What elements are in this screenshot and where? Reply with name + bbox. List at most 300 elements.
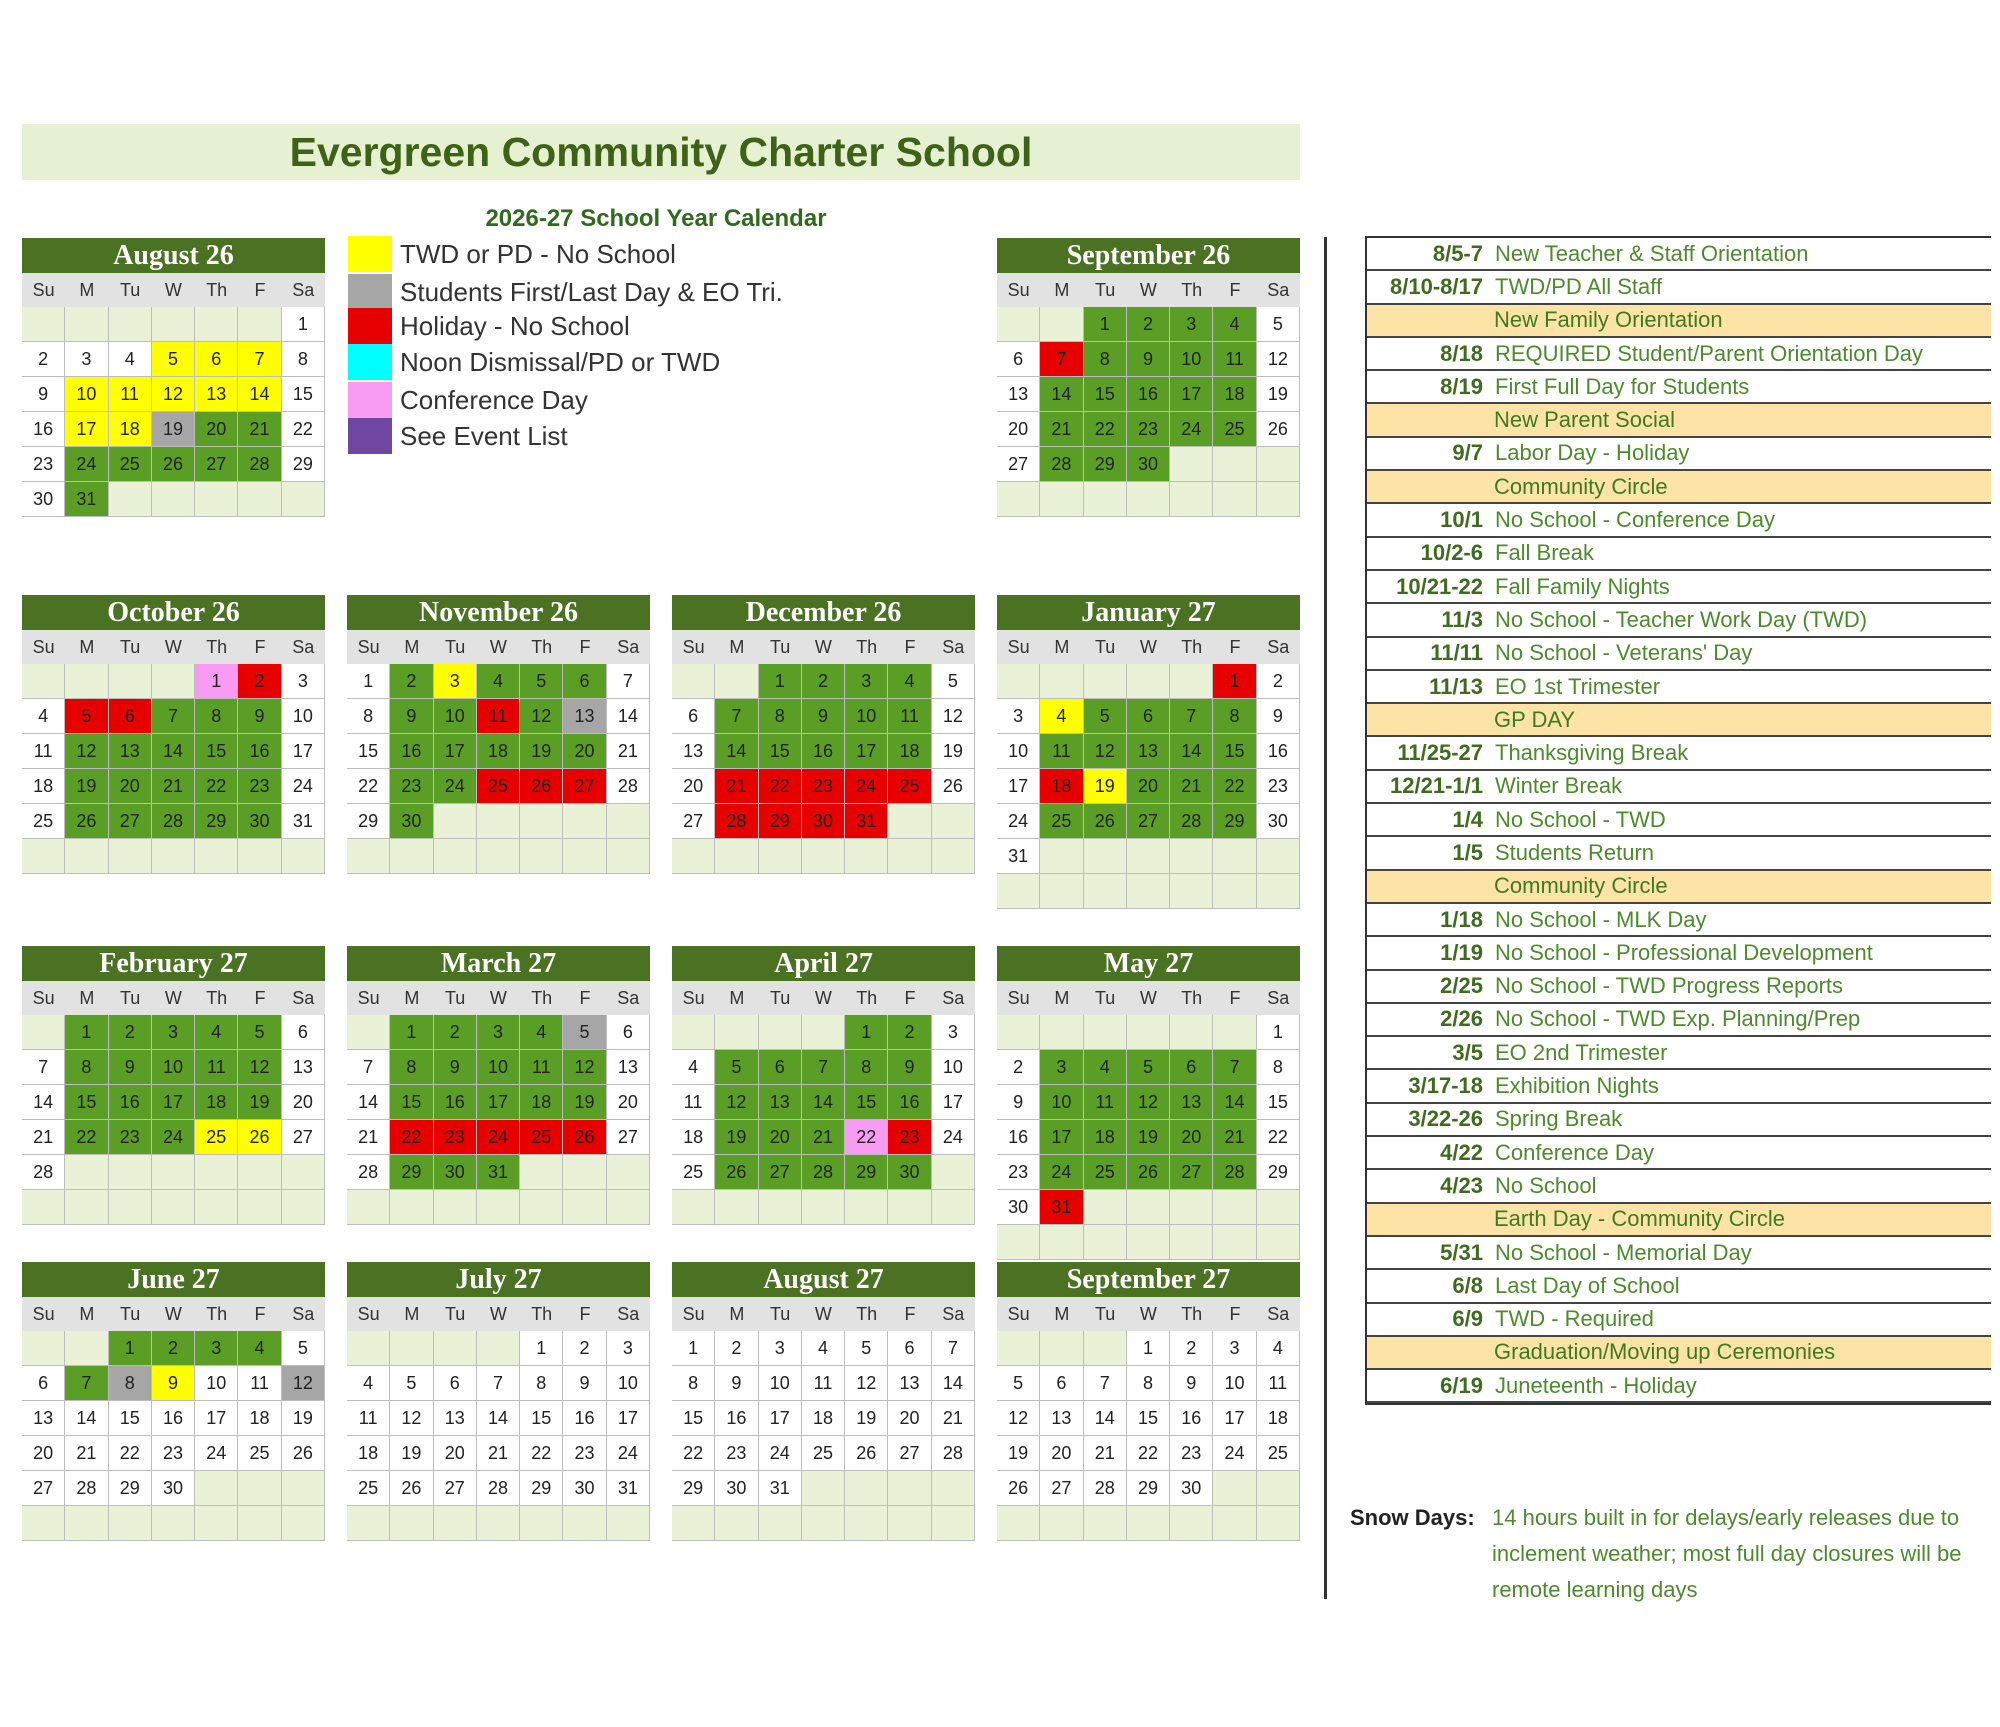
empty-cell [845, 1506, 888, 1541]
day-cell: 16 [1127, 377, 1170, 412]
day-cell: 3 [1040, 1050, 1083, 1085]
weekday-label: Sa [1267, 988, 1290, 1008]
day-cell: 25 [1257, 1436, 1300, 1471]
day-cell: 9 [1170, 1366, 1213, 1401]
day-cell: 9 [802, 699, 845, 734]
day-cell: 19 [238, 1085, 281, 1120]
empty-cell [238, 307, 281, 342]
month-january-27 [997, 595, 1300, 909]
day-cell: 18 [238, 1401, 281, 1436]
empty-cell [1040, 874, 1083, 909]
weekday-label: Th [856, 1304, 878, 1324]
day-cell: 1 [1257, 1015, 1300, 1050]
event-row [1367, 371, 1991, 404]
empty-cell [477, 1331, 520, 1366]
day-cell: 27 [1170, 1155, 1213, 1190]
empty-cell [152, 307, 195, 342]
event-date: 9/7 [1452, 440, 1483, 466]
empty-cell [390, 1331, 433, 1366]
empty-cell [1040, 482, 1083, 517]
day-cell: 7 [802, 1050, 845, 1085]
empty-cell [1127, 1506, 1170, 1541]
day-cell: 18 [888, 734, 931, 769]
day-cell: 13 [563, 699, 606, 734]
day-cell: 19 [845, 1401, 888, 1436]
day-cell: 3 [434, 664, 477, 699]
day-cell: 16 [563, 1401, 606, 1436]
empty-cell [22, 1190, 65, 1225]
event-date: 1/4 [1452, 806, 1483, 832]
day-cell: 29 [1127, 1471, 1170, 1506]
empty-cell [1170, 1190, 1213, 1225]
day-cell: 9 [888, 1050, 931, 1085]
empty-cell [1040, 1331, 1083, 1366]
event-text: Students Return [1495, 839, 1654, 865]
day-cell: 27 [759, 1155, 802, 1190]
weekday-label: F [1229, 1304, 1241, 1324]
day-cell: 8 [195, 699, 238, 734]
event-row [1367, 1070, 1991, 1103]
event-row [1367, 1237, 1991, 1270]
empty-cell [607, 804, 650, 839]
day-cell: 12 [997, 1401, 1040, 1436]
weekday-label: F [579, 1304, 591, 1324]
day-grid [22, 664, 325, 874]
day-cell: 20 [434, 1436, 477, 1471]
event-text: Exhibition Nights [1495, 1073, 1659, 1099]
weekday-label: Sa [942, 988, 965, 1008]
legend-swatch [348, 236, 392, 272]
day-cell: 23 [390, 769, 433, 804]
day-cell: 13 [1040, 1401, 1083, 1436]
weekday-label: F [579, 988, 591, 1008]
empty-cell [477, 804, 520, 839]
day-cell: 30 [238, 804, 281, 839]
day-cell: 13 [22, 1401, 65, 1436]
weekday-label: M [79, 637, 95, 657]
day-cell: 5 [282, 1331, 325, 1366]
event-text: No School - Conference Day [1495, 507, 1776, 533]
day-cell: 10 [759, 1366, 802, 1401]
empty-cell [109, 1190, 152, 1225]
day-cell: 26 [563, 1120, 606, 1155]
event-text: First Full Day for Students [1495, 373, 1750, 399]
empty-cell [1084, 839, 1127, 874]
weekday-label: Sa [942, 637, 965, 657]
calendar-title: 2026-27 School Year Calendar [485, 205, 827, 232]
day-cell: 26 [65, 804, 108, 839]
day-cell: 14 [715, 734, 758, 769]
weekday-label: F [1229, 637, 1241, 657]
day-grid [22, 307, 325, 517]
day-cell: 24 [477, 1120, 520, 1155]
day-cell: 26 [845, 1436, 888, 1471]
empty-cell [1040, 1506, 1083, 1541]
empty-cell [802, 839, 845, 874]
day-cell: 17 [845, 734, 888, 769]
day-cell: 19 [932, 734, 975, 769]
empty-cell [1257, 1506, 1300, 1541]
event-text: GP DAY [1494, 706, 1576, 732]
day-cell: 14 [152, 734, 195, 769]
day-cell: 6 [1127, 699, 1170, 734]
empty-cell [390, 1506, 433, 1541]
day-cell: 19 [1084, 769, 1127, 804]
empty-cell [1040, 839, 1083, 874]
event-row [1367, 1337, 1991, 1370]
empty-cell [109, 1506, 152, 1541]
empty-cell [1127, 874, 1170, 909]
day-cell: 7 [1040, 342, 1083, 377]
day-cell: 12 [932, 699, 975, 734]
day-cell: 24 [195, 1436, 238, 1471]
event-date: 6/8 [1452, 1272, 1483, 1298]
day-cell: 10 [1170, 342, 1213, 377]
weekday-header [22, 981, 325, 1015]
day-cell: 8 [390, 1050, 433, 1085]
empty-cell [22, 1506, 65, 1541]
day-cell: 17 [434, 734, 477, 769]
weekday-label: W [489, 637, 507, 657]
day-cell: 13 [434, 1401, 477, 1436]
day-cell: 10 [152, 1050, 195, 1085]
empty-cell [282, 1155, 325, 1190]
event-date: 6/9 [1452, 1306, 1483, 1332]
empty-cell [845, 1471, 888, 1506]
event-row [1367, 404, 1991, 437]
empty-cell [1170, 1015, 1213, 1050]
weekday-label: F [1229, 280, 1241, 300]
day-cell: 9 [238, 699, 281, 734]
day-cell: 17 [477, 1085, 520, 1120]
empty-cell [195, 839, 238, 874]
weekday-label: M [79, 1304, 95, 1324]
event-text: Fall Family Nights [1495, 573, 1670, 599]
day-cell: 23 [152, 1436, 195, 1471]
day-cell: 17 [932, 1085, 975, 1120]
event-date: 8/5-7 [1432, 240, 1483, 266]
day-cell: 12 [1257, 342, 1300, 377]
day-cell: 11 [672, 1085, 715, 1120]
weekday-label: Su [32, 637, 55, 657]
day-cell: 7 [932, 1331, 975, 1366]
empty-cell [1213, 447, 1256, 482]
weekday-label: W [164, 280, 182, 300]
month-title: July 27 [347, 1262, 650, 1297]
empty-cell [434, 1331, 477, 1366]
day-cell: 1 [347, 664, 390, 699]
day-cell: 17 [282, 734, 325, 769]
day-cell: 1 [520, 1331, 563, 1366]
empty-cell [997, 1015, 1040, 1050]
empty-cell [65, 1190, 108, 1225]
day-cell: 2 [390, 664, 433, 699]
empty-cell [1257, 482, 1300, 517]
day-cell: 20 [195, 412, 238, 447]
event-row [1367, 1004, 1991, 1037]
day-cell: 15 [1257, 1085, 1300, 1120]
day-cell: 2 [22, 342, 65, 377]
day-cell: 23 [238, 769, 281, 804]
event-row [1367, 638, 1991, 671]
empty-cell [238, 839, 281, 874]
day-cell: 22 [65, 1120, 108, 1155]
event-date: 8/18 [1440, 340, 1483, 366]
day-cell: 20 [672, 769, 715, 804]
day-cell: 26 [1127, 1155, 1170, 1190]
day-cell: 22 [109, 1436, 152, 1471]
empty-cell [607, 1506, 650, 1541]
day-cell: 21 [347, 1120, 390, 1155]
day-cell: 30 [22, 482, 65, 517]
event-row [1367, 471, 1991, 504]
weekday-label: Su [682, 988, 705, 1008]
day-cell: 6 [607, 1015, 650, 1050]
day-cell: 11 [477, 699, 520, 734]
day-cell: 18 [1084, 1120, 1127, 1155]
day-cell: 3 [932, 1015, 975, 1050]
day-cell: 10 [282, 699, 325, 734]
day-cell: 29 [672, 1471, 715, 1506]
day-cell: 29 [347, 804, 390, 839]
day-cell: 7 [607, 664, 650, 699]
weekday-label: W [489, 1304, 507, 1324]
day-cell: 27 [109, 804, 152, 839]
day-cell: 8 [65, 1050, 108, 1085]
empty-cell [22, 839, 65, 874]
empty-cell [715, 1015, 758, 1050]
weekday-label: Tu [444, 988, 466, 1008]
day-cell: 13 [888, 1366, 931, 1401]
day-cell: 14 [1170, 734, 1213, 769]
month-title: January 27 [997, 595, 1300, 630]
day-cell: 19 [563, 1085, 606, 1120]
weekday-label: Th [1181, 280, 1203, 300]
day-cell: 26 [1084, 804, 1127, 839]
day-cell: 30 [563, 1471, 606, 1506]
day-cell: 3 [997, 699, 1040, 734]
weekday-label: Sa [1267, 1304, 1290, 1324]
event-text: New Family Orientation [1494, 307, 1723, 333]
empty-cell [152, 839, 195, 874]
empty-cell [1170, 1506, 1213, 1541]
empty-cell [997, 482, 1040, 517]
day-cell: 16 [238, 734, 281, 769]
empty-cell [109, 839, 152, 874]
day-cell: 13 [672, 734, 715, 769]
month-august-27 [672, 1262, 975, 1541]
day-cell: 16 [888, 1085, 931, 1120]
event-text: Community Circle [1494, 473, 1668, 499]
weekday-label: Th [206, 637, 228, 657]
weekday-label: Th [206, 1304, 228, 1324]
empty-cell [282, 1506, 325, 1541]
empty-cell [997, 1506, 1040, 1541]
empty-cell [238, 482, 281, 517]
empty-cell [1170, 839, 1213, 874]
day-cell: 30 [802, 804, 845, 839]
day-cell: 7 [238, 342, 281, 377]
day-cell: 10 [932, 1050, 975, 1085]
day-cell: 12 [1127, 1085, 1170, 1120]
empty-cell [65, 839, 108, 874]
day-grid [22, 1331, 325, 1541]
day-cell: 19 [390, 1436, 433, 1471]
day-cell: 28 [802, 1155, 845, 1190]
day-cell: 20 [22, 1436, 65, 1471]
event-date: 11/11 [1430, 640, 1483, 666]
empty-cell [1170, 874, 1213, 909]
empty-cell [932, 1155, 975, 1190]
weekday-label: Tu [1094, 1304, 1116, 1324]
empty-cell [520, 839, 563, 874]
snow-days-text: 14 hours built in for delays/early releases due to inclement weather; most full day closures will be remote learning days [1492, 1505, 1962, 1602]
weekday-label: Tu [119, 280, 141, 300]
day-cell: 29 [520, 1471, 563, 1506]
day-cell: 18 [802, 1401, 845, 1436]
day-cell: 25 [347, 1471, 390, 1506]
day-cell: 8 [347, 699, 390, 734]
day-cell: 11 [109, 377, 152, 412]
day-cell: 20 [1170, 1120, 1213, 1155]
month-june-27 [22, 1262, 325, 1541]
empty-cell [1040, 1225, 1083, 1260]
legend-item [348, 344, 720, 380]
day-cell: 21 [932, 1401, 975, 1436]
weekday-label: M [79, 280, 95, 300]
day-cell: 23 [22, 447, 65, 482]
day-cell: 14 [1213, 1085, 1256, 1120]
empty-cell [390, 839, 433, 874]
empty-cell [1257, 447, 1300, 482]
month-title: September 27 [997, 1262, 1300, 1297]
day-cell: 18 [109, 412, 152, 447]
day-cell: 4 [888, 664, 931, 699]
event-row [1367, 704, 1991, 737]
day-cell: 1 [109, 1331, 152, 1366]
empty-cell [1084, 664, 1127, 699]
empty-cell [1170, 1225, 1213, 1260]
weekday-label: Tu [769, 1304, 791, 1324]
empty-cell [932, 1190, 975, 1225]
weekday-label: W [814, 1304, 832, 1324]
day-cell: 17 [607, 1401, 650, 1436]
day-cell: 3 [152, 1015, 195, 1050]
day-cell: 10 [845, 699, 888, 734]
empty-cell [1127, 482, 1170, 517]
empty-cell [65, 307, 108, 342]
event-text: Spring Break [1495, 1106, 1623, 1132]
weekday-header [997, 1297, 1300, 1331]
day-cell: 2 [152, 1331, 195, 1366]
day-cell: 7 [22, 1050, 65, 1085]
empty-cell [759, 1015, 802, 1050]
day-cell: 16 [390, 734, 433, 769]
weekday-label: F [904, 637, 916, 657]
event-date: 2/26 [1440, 1006, 1483, 1032]
day-cell: 11 [520, 1050, 563, 1085]
empty-cell [195, 482, 238, 517]
empty-cell [477, 1506, 520, 1541]
day-cell: 12 [715, 1085, 758, 1120]
day-cell: 27 [888, 1436, 931, 1471]
day-cell: 6 [888, 1331, 931, 1366]
weekday-label: M [729, 1304, 745, 1324]
day-cell: 8 [109, 1366, 152, 1401]
empty-cell [1084, 1225, 1127, 1260]
event-text: REQUIRED Student/Parent Orientation Day [1495, 340, 1923, 366]
day-cell: 15 [520, 1401, 563, 1436]
weekday-label: Tu [119, 637, 141, 657]
day-cell: 29 [282, 447, 325, 482]
event-row [1367, 1170, 1991, 1203]
empty-cell [672, 1190, 715, 1225]
empty-cell [195, 1471, 238, 1506]
day-cell: 29 [1257, 1155, 1300, 1190]
day-cell: 16 [1257, 734, 1300, 769]
day-cell: 22 [845, 1120, 888, 1155]
weekday-header [22, 1297, 325, 1331]
empty-cell [563, 1506, 606, 1541]
event-text: Last Day of School [1495, 1272, 1680, 1298]
day-cell: 17 [1170, 377, 1213, 412]
day-cell: 21 [715, 769, 758, 804]
day-cell: 10 [1040, 1085, 1083, 1120]
month-title: March 27 [347, 946, 650, 981]
empty-cell [1257, 839, 1300, 874]
day-grid [347, 664, 650, 874]
day-cell: 15 [347, 734, 390, 769]
day-cell: 19 [715, 1120, 758, 1155]
empty-cell [1213, 1190, 1256, 1225]
empty-cell [932, 1471, 975, 1506]
day-grid [672, 1015, 975, 1225]
weekday-label: W [1139, 280, 1157, 300]
day-cell: 9 [1127, 342, 1170, 377]
event-date: 1/18 [1440, 906, 1483, 932]
day-cell: 26 [1257, 412, 1300, 447]
empty-cell [195, 1506, 238, 1541]
day-cell: 18 [477, 734, 520, 769]
day-cell: 25 [672, 1155, 715, 1190]
weekday-header [997, 273, 1300, 307]
day-cell: 9 [715, 1366, 758, 1401]
day-cell: 26 [282, 1436, 325, 1471]
day-cell: 7 [152, 699, 195, 734]
day-cell: 15 [672, 1401, 715, 1436]
empty-cell [1213, 1225, 1256, 1260]
day-cell: 9 [997, 1085, 1040, 1120]
event-date: 4/23 [1440, 1172, 1483, 1198]
day-cell: 14 [1084, 1401, 1127, 1436]
weekday-label: Tu [444, 637, 466, 657]
day-cell: 2 [1127, 307, 1170, 342]
day-cell: 25 [477, 769, 520, 804]
day-cell: 4 [1213, 307, 1256, 342]
day-cell: 2 [563, 1331, 606, 1366]
month-title: August 27 [672, 1262, 975, 1297]
weekday-label: Th [1181, 1304, 1203, 1324]
empty-cell [802, 1190, 845, 1225]
day-cell: 22 [195, 769, 238, 804]
day-cell: 22 [282, 412, 325, 447]
day-cell: 3 [282, 664, 325, 699]
day-cell: 6 [1170, 1050, 1213, 1085]
event-row [1367, 1270, 1991, 1303]
event-date: 5/31 [1440, 1239, 1483, 1265]
event-date: 2/25 [1440, 973, 1483, 999]
weekday-header [22, 630, 325, 664]
